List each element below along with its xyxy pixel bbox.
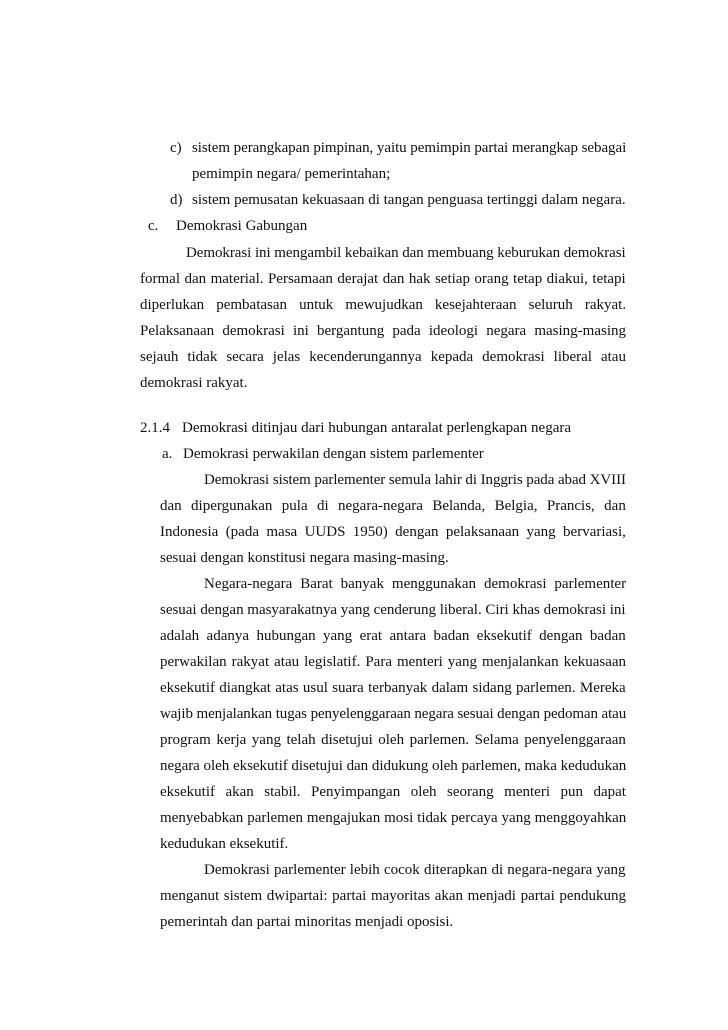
para2-line: perwakilan rakyat atau legislatif. Para menteri yang menjalankan kekuasaan xyxy=(160,654,627,670)
section-title: Demokrasi ditinjau dari hubungan antaralat perlengkapan negara xyxy=(182,420,572,436)
gabungan-line: Pelaksanaan demokrasi ini bergantung pada ideologi negara masing-masing xyxy=(140,323,627,339)
subheading-c-title: Demokrasi Gabungan xyxy=(176,218,308,234)
para1-line: dan dipergunakan pula di negara-negara Belanda, Belgia, Prancis, dan xyxy=(160,498,626,514)
section-number: 2.1.4 xyxy=(140,420,170,436)
para3-line: pemerintah dan partai minoritas menjadi oposisi. xyxy=(160,914,454,930)
subheading-c-label: c. xyxy=(148,218,159,234)
gabungan-line: diperlukan pembatasan untuk mewujudkan kesejahteraan seluruh rakyat. xyxy=(140,297,627,313)
para2-line: kedudukan eksekutif. xyxy=(160,836,289,852)
gabungan-line: Demokrasi ini mengambil kebaikan dan membuang keburukan demokrasi xyxy=(186,245,626,261)
para2-line: negara oleh eksekutif disetujui dan didukung oleh parlemen, maka kedudukan xyxy=(160,758,627,774)
para2-line: wajib menjalankan tugas penyelenggaraan negara sesuai dengan pedoman atau xyxy=(160,706,627,722)
para2-line: sesuai dengan masyarakatnya yang cenderung liberal. Ciri khas demokrasi ini xyxy=(160,602,626,618)
gabungan-line: sejauh tidak secara jelas kecenderungannya kepada demokrasi liberal atau xyxy=(140,349,626,365)
gabungan-line: formal dan material. Persamaan derajat dan hak setiap orang tetap diakui, tetapi xyxy=(140,271,626,287)
para1-line: Indonesia (pada masa UUDS 1950) dengan pelaksanaan yang bervariasi, xyxy=(160,524,626,540)
para2-line: eksekutif diangkat atas usul suara terbanyak dalam sidang parlemen. Mereka xyxy=(160,680,626,696)
list-item-d-label: d) xyxy=(170,192,183,208)
list-item-d-text: sistem pemusatan kekuasaan di tangan penguasa tertinggi dalam negara. xyxy=(192,192,626,208)
para2-line: eksekutif akan stabil. Penyimpangan oleh seorang menteri pun dapat xyxy=(160,784,626,800)
para3-line: Demokrasi parlementer lebih cocok diterapkan di negara-negara yang xyxy=(204,862,626,878)
list-item-c-line1: sistem perangkapan pimpinan, yaitu pemimpin partai merangkap sebagai xyxy=(192,140,627,156)
subheading-a-label: a. xyxy=(162,446,173,462)
para3-line: menganut sistem dwipartai: partai mayoritas akan menjadi partai pendukung xyxy=(160,888,627,904)
para2-line: Negara-negara Barat banyak menggunakan demokrasi parlementer xyxy=(204,576,627,592)
para2-line: menyebabkan parlemen mengajukan mosi tidak percaya yang menggoyahkan xyxy=(160,810,627,826)
gabungan-line: demokrasi rakyat. xyxy=(140,375,248,391)
para1-line: Demokrasi sistem parlementer semula lahir di Inggris pada abad XVIII xyxy=(204,472,626,488)
subheading-a-title: Demokrasi perwakilan dengan sistem parlementer xyxy=(183,446,484,462)
list-item-c-label: c) xyxy=(170,140,182,156)
para1-line: sesuai dengan konstitusi negara masing-masing. xyxy=(160,550,449,566)
list-item-c-line2: pemimpin negara/ pemerintahan; xyxy=(192,166,391,182)
para2-line: adalah adanya hubungan yang erat antara badan eksekutif dengan badan xyxy=(160,628,626,644)
para2-line: program kerja yang telah disetujui oleh parlemen. Selama penyelenggaraan xyxy=(160,732,626,748)
